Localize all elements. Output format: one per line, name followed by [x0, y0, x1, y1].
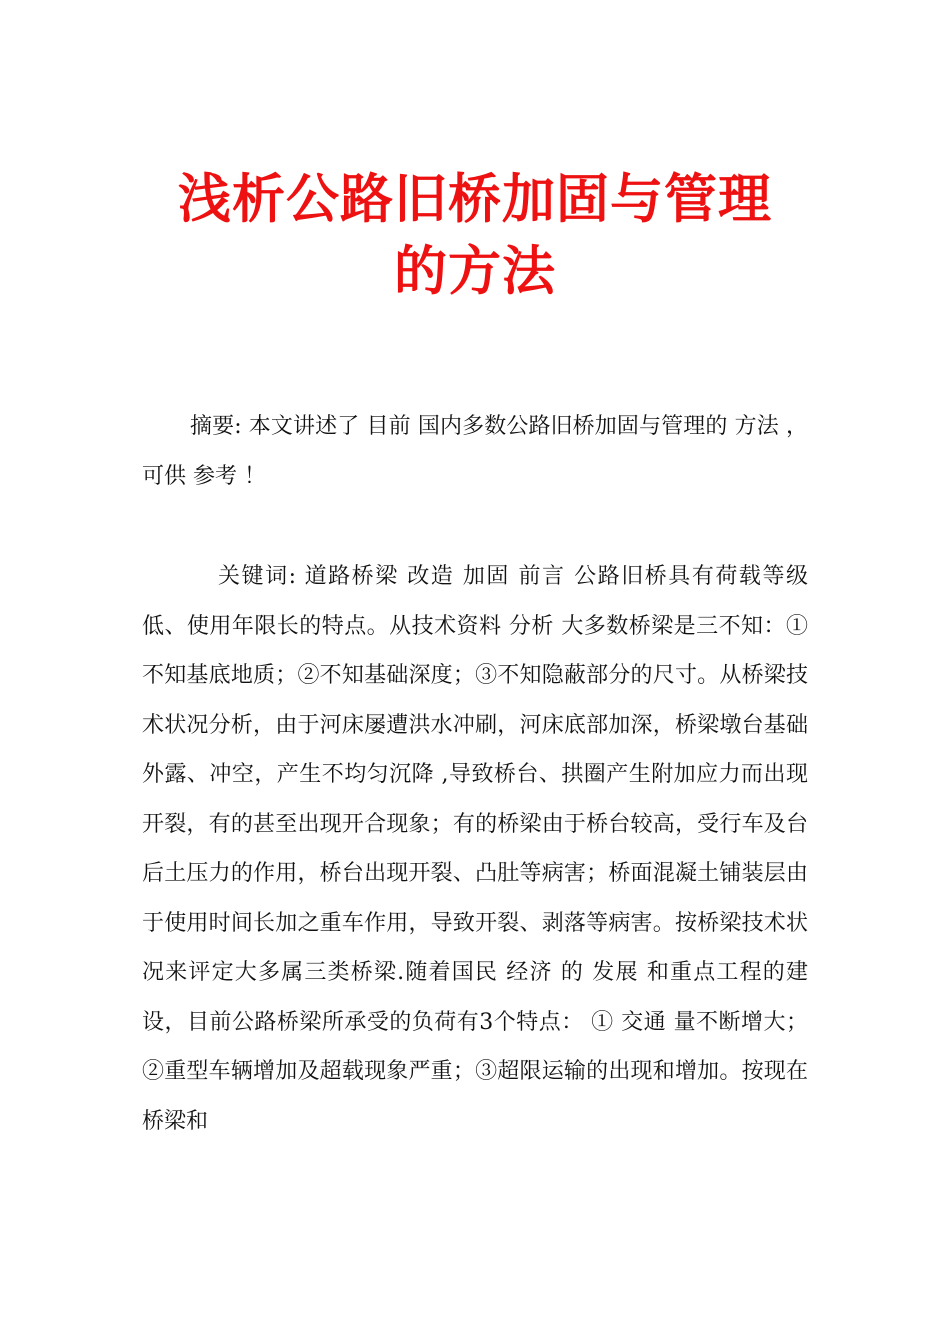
abstract-paragraph: 摘要: 本文讲述了 目前 国内多数公路旧桥加固与管理的 方法 ，可供 参考 ！ — [142, 414, 808, 489]
document-title: 浅析公路旧桥加固与管理 的方法 — [178, 168, 772, 302]
body-paragraph: 关键词: 道路桥梁 改造 加固 前言 公路旧桥具有荷载等级低、使用年限长的特点。从技术资料 分析 大多数桥梁是三不知：①不知基底地质；②不知基础深度；③不知隐蔽部分的尺寸。从桥梁技术状况分析，由于河床屡遭洪水冲刷，河床底部加深，桥梁墩台基础外露、冲空，产生不均匀沉降 ,导致桥台、拱圈产生附加应力而出现开裂，有的甚至出现开合现象；有的桥梁由于桥台较高，受行车及台后土压力的作用，桥台出现开裂、凸肚等病害；桥面混凝土铺装层由于使用时间长加之重车作用，导致开裂、剥落等病害。按桥梁技术状况来评定大多属三类桥梁.随着国民 经济 的 发展 和重点工程的建设，目前公路桥梁所承受的负荷有3个特点： ① 交通 量不断增大；②重型车辆增加及超载现象严重；③超限运输的出现和增加。按现在桥梁和 — [142, 564, 808, 1134]
